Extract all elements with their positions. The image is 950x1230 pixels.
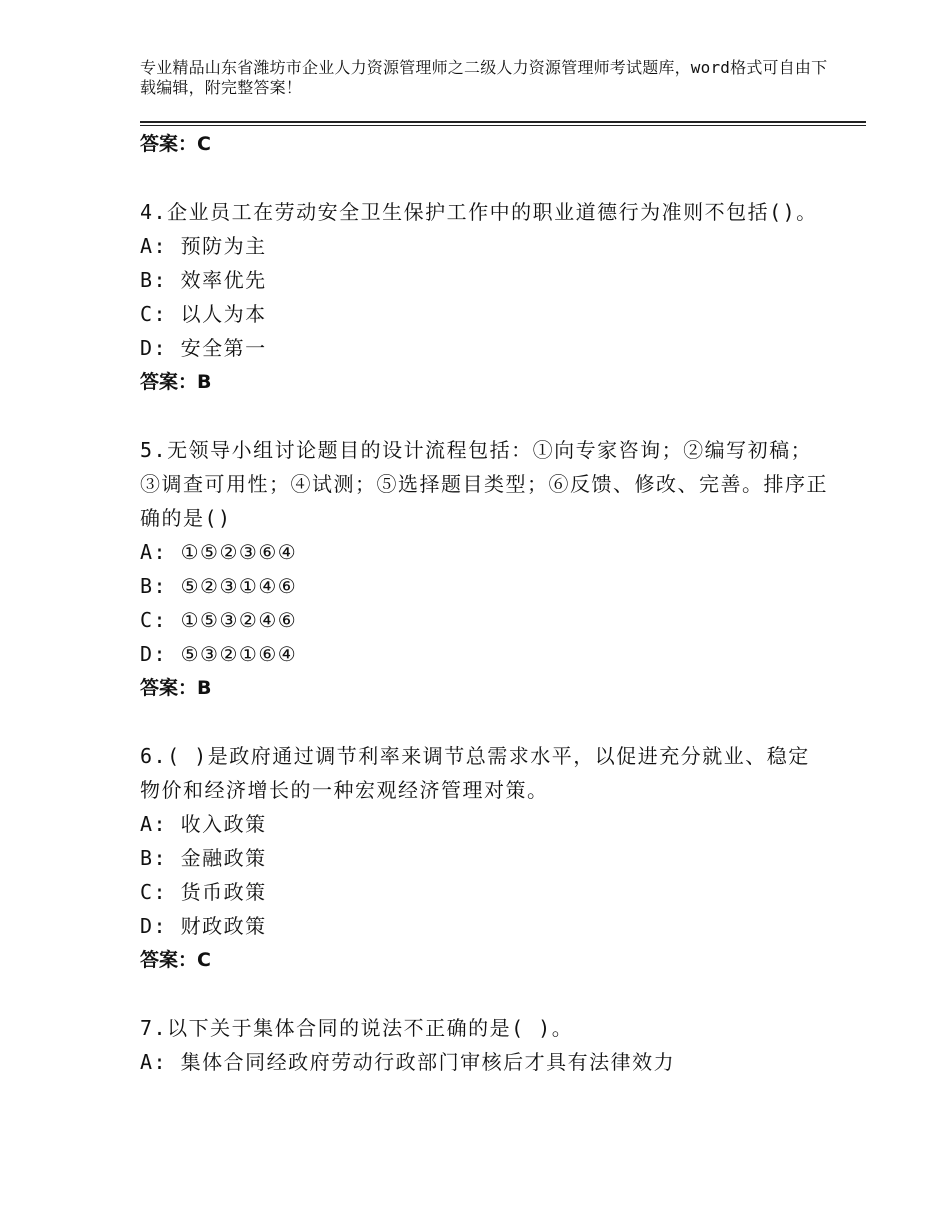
option-b: B: 金融政策 [140,846,267,870]
answer-label: 答案：B [140,371,212,393]
answer-label: 答案：C [140,133,211,155]
header-title: 专业精品山东省潍坊市企业人力资源管理师之二级人力资源管理师考试题库，word格式可自由下载编辑，附完整答案！ [140,58,828,97]
question-text: 6.( )是政府通过调节利率来调节总需求水平，以促进充分就业、稳定物价和经济增长的一种宏观经济管理对策。 [140,744,810,802]
option-c: C: 以人为本 [140,302,267,326]
question-6 [140,739,830,977]
option-a: A: ①⑤②③⑥④ [140,540,298,564]
question-text: 7.以下关于集体合同的说法不正确的是( )。 [140,1016,574,1040]
question-7 [140,1011,830,1079]
question-4 [140,195,830,399]
option-c: C: ①⑤③②④⑥ [140,608,298,632]
option-d: D: ⑤③②①⑥④ [140,642,298,666]
question-text: 5.无领导小组讨论题目的设计流程包括：①向专家咨询；②编写初稿；③调查可用性；④试测；⑤选择题目类型；⑥反馈、修改、完善。排序正确的是() [140,438,828,530]
option-d: D: 安全第一 [140,336,267,360]
header-rule-thin [140,125,866,126]
content [140,127,830,1079]
question-5 [140,433,830,705]
question-text: 4.企业员工在劳动安全卫生保护工作中的职业道德行为准则不包括()。 [140,200,818,224]
answer-label: 答案：B [140,677,212,699]
option-b: B: 效率优先 [140,268,267,292]
option-b: B: ⑤②③①④⑥ [140,574,298,598]
header-rule-thick [140,121,866,123]
option-a: A: 收入政策 [140,812,267,836]
answer-label: 答案：C [140,949,211,971]
option-a: A: 集体合同经政府劳动行政部门审核后才具有法律效力 [140,1050,676,1074]
option-a: A: 预防为主 [140,234,267,258]
option-d: D: 财政政策 [140,914,267,938]
option-c: C: 货币政策 [140,880,267,904]
